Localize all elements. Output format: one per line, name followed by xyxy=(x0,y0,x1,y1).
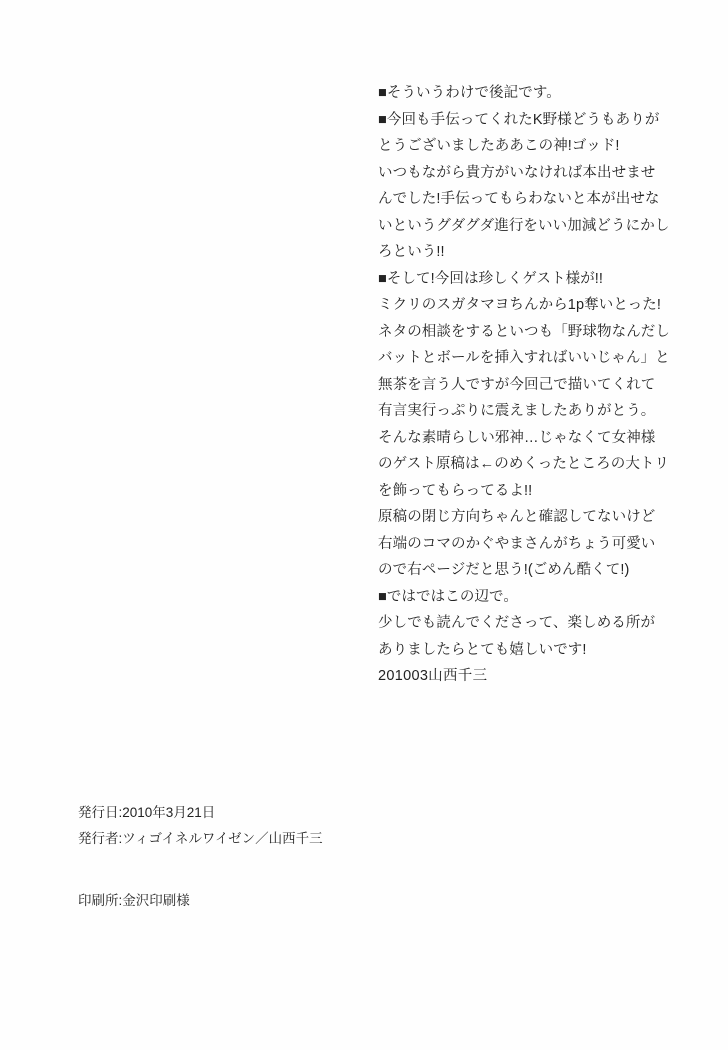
afterword-line: 無茶を言う人ですが今回己で描いてくれて xyxy=(378,376,656,393)
afterword-line: ■今回も手伝ってくれたK野様どうもありが xyxy=(378,111,660,128)
afterword-line: のゲスト原稿は←のめくったところの大トリ xyxy=(378,456,670,472)
afterword-line: んでした!手伝ってもらわないと本が出せな xyxy=(378,191,660,207)
afterword-signature: 201003山西千三 xyxy=(378,668,488,684)
afterword-line: 有言実行っぷりに震えましたありがとう。 xyxy=(378,403,656,419)
afterword-line: ■そして!今回は珍しくゲスト様が!! xyxy=(378,270,604,287)
afterword-line: バットとボールを挿入すればいいじゃん」と xyxy=(378,350,670,366)
afterword-line: ので右ページだと思う!(ごめん酷くて!) xyxy=(378,562,630,578)
afterword-line: 原稿の閉じ方向ちゃんと確認してないけど xyxy=(378,509,656,525)
afterword-line: ろという!! xyxy=(378,244,445,260)
afterword-line: いつもながら貴方がいなければ本出せませ xyxy=(378,164,656,181)
colophon-block xyxy=(78,800,498,914)
afterword-line: ありましたらとても嬉しいです! xyxy=(378,641,587,658)
afterword-line: そんな素晴らしい邪神…じゃなくて女神様 xyxy=(378,429,656,446)
afterword-line: 少しでも読んでくださって、楽しめる所が xyxy=(378,615,656,631)
afterword-line: とうございましたああこの神!ゴッド! xyxy=(378,138,620,154)
afterword-line: ■そういうわけで後記です。 xyxy=(378,85,561,101)
printer: 印刷所:金沢印刷様 xyxy=(78,893,190,908)
afterword-text-block xyxy=(378,80,678,690)
afterword-line: ■ではではこの辺で。 xyxy=(378,588,518,605)
publish-date: 発行日:2010年3月21日 xyxy=(78,805,216,820)
afterword-line: ネタの相談をするといつも「野球物なんだし xyxy=(378,323,670,340)
afterword-line: 右端のコマのかぐやまさんがちょう可愛い xyxy=(378,535,656,552)
publisher: 発行者:ツィゴイネルワイゼン／山西千三 xyxy=(78,831,323,846)
afterword-line: いというグダグダ進行をいい加減どうにかし xyxy=(378,217,670,234)
afterword-line: ミクリのスガタマヨちんから1p奪いとった! xyxy=(378,297,661,313)
afterword-line: を飾ってもらってるよ!! xyxy=(378,482,533,499)
